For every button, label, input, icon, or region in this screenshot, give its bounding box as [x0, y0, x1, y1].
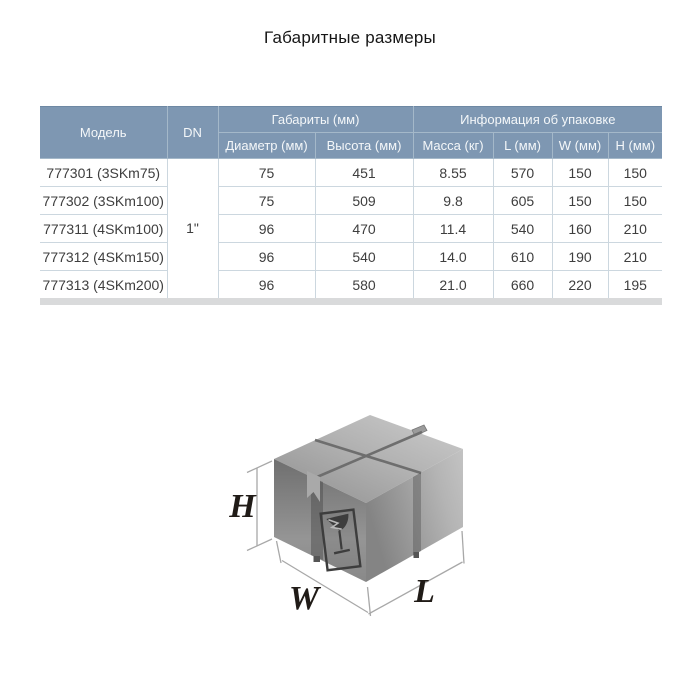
col-header-w: W (мм)	[552, 133, 608, 159]
table-row	[40, 271, 662, 299]
cell-diameter: 96	[218, 271, 315, 299]
cell-h: 150	[608, 187, 662, 215]
col-header-dn: DN	[167, 107, 218, 159]
col-header-diameter: Диаметр (мм)	[218, 133, 315, 159]
cell-model: 777301 (3SKm75)	[40, 159, 167, 187]
w-dimension-label: W	[288, 580, 320, 617]
h-dimension-label: H	[229, 488, 256, 525]
cell-height: 509	[315, 187, 413, 215]
cell-height: 470	[315, 215, 413, 243]
cell-diameter: 75	[218, 159, 315, 187]
cell-l: 660	[493, 271, 552, 299]
strap-right-band	[413, 473, 421, 556]
group-header-dimensions: Габариты (мм)	[218, 107, 413, 133]
cell-mass: 9.8	[413, 187, 493, 215]
cell-height: 451	[315, 159, 413, 187]
cell-l: 540	[493, 215, 552, 243]
cell-model: 777313 (4SKm200)	[40, 271, 167, 299]
cell-model: 777302 (3SKm100)	[40, 187, 167, 215]
table-row	[40, 159, 662, 187]
strap-end-tab	[314, 556, 321, 562]
cell-mass: 21.0	[413, 271, 493, 299]
h-extension-bottom	[247, 539, 272, 551]
cell-w: 190	[552, 243, 608, 271]
group-header-packaging: Информация об упаковке	[413, 107, 662, 133]
cell-diameter: 96	[218, 215, 315, 243]
col-header-model: Модель	[40, 107, 167, 159]
dimensions-table	[40, 106, 662, 299]
strap-end-tab	[414, 552, 420, 558]
cell-mass: 14.0	[413, 243, 493, 271]
cell-dn: 1"	[167, 159, 218, 299]
fragile-glass-icon	[321, 510, 361, 571]
wl-extension-front	[368, 587, 371, 616]
header-row-groups	[40, 107, 662, 133]
cell-h: 150	[608, 159, 662, 187]
cell-mass: 8.55	[413, 159, 493, 187]
cell-diameter: 75	[218, 187, 315, 215]
cell-w: 220	[552, 271, 608, 299]
table-bottom-band	[40, 298, 662, 305]
l-extension-right	[462, 531, 464, 564]
cell-l: 570	[493, 159, 552, 187]
cell-height: 540	[315, 243, 413, 271]
page-title: Габаритные размеры	[264, 28, 436, 47]
package-box-diagram	[215, 400, 485, 635]
cell-l: 610	[493, 243, 552, 271]
cell-w: 160	[552, 215, 608, 243]
cell-l: 605	[493, 187, 552, 215]
table-row	[40, 187, 662, 215]
col-header-mass: Масса (кг)	[413, 133, 493, 159]
cell-model: 777312 (4SKm150)	[40, 243, 167, 271]
w-extension-left	[277, 541, 282, 563]
cell-mass: 11.4	[413, 215, 493, 243]
col-header-height: Высота (мм)	[315, 133, 413, 159]
col-header-h: H (мм)	[608, 133, 662, 159]
cell-height: 580	[315, 271, 413, 299]
cell-h: 210	[608, 243, 662, 271]
cell-model: 777311 (4SKm100)	[40, 215, 167, 243]
cell-w: 150	[552, 159, 608, 187]
cell-w: 150	[552, 187, 608, 215]
h-extension-top	[247, 461, 272, 473]
l-dimension-label: L	[414, 573, 435, 610]
cell-h: 195	[608, 271, 662, 299]
cell-h: 210	[608, 215, 662, 243]
table-row	[40, 215, 662, 243]
table-row	[40, 243, 662, 271]
cell-diameter: 96	[218, 243, 315, 271]
col-header-l: L (мм)	[493, 133, 552, 159]
